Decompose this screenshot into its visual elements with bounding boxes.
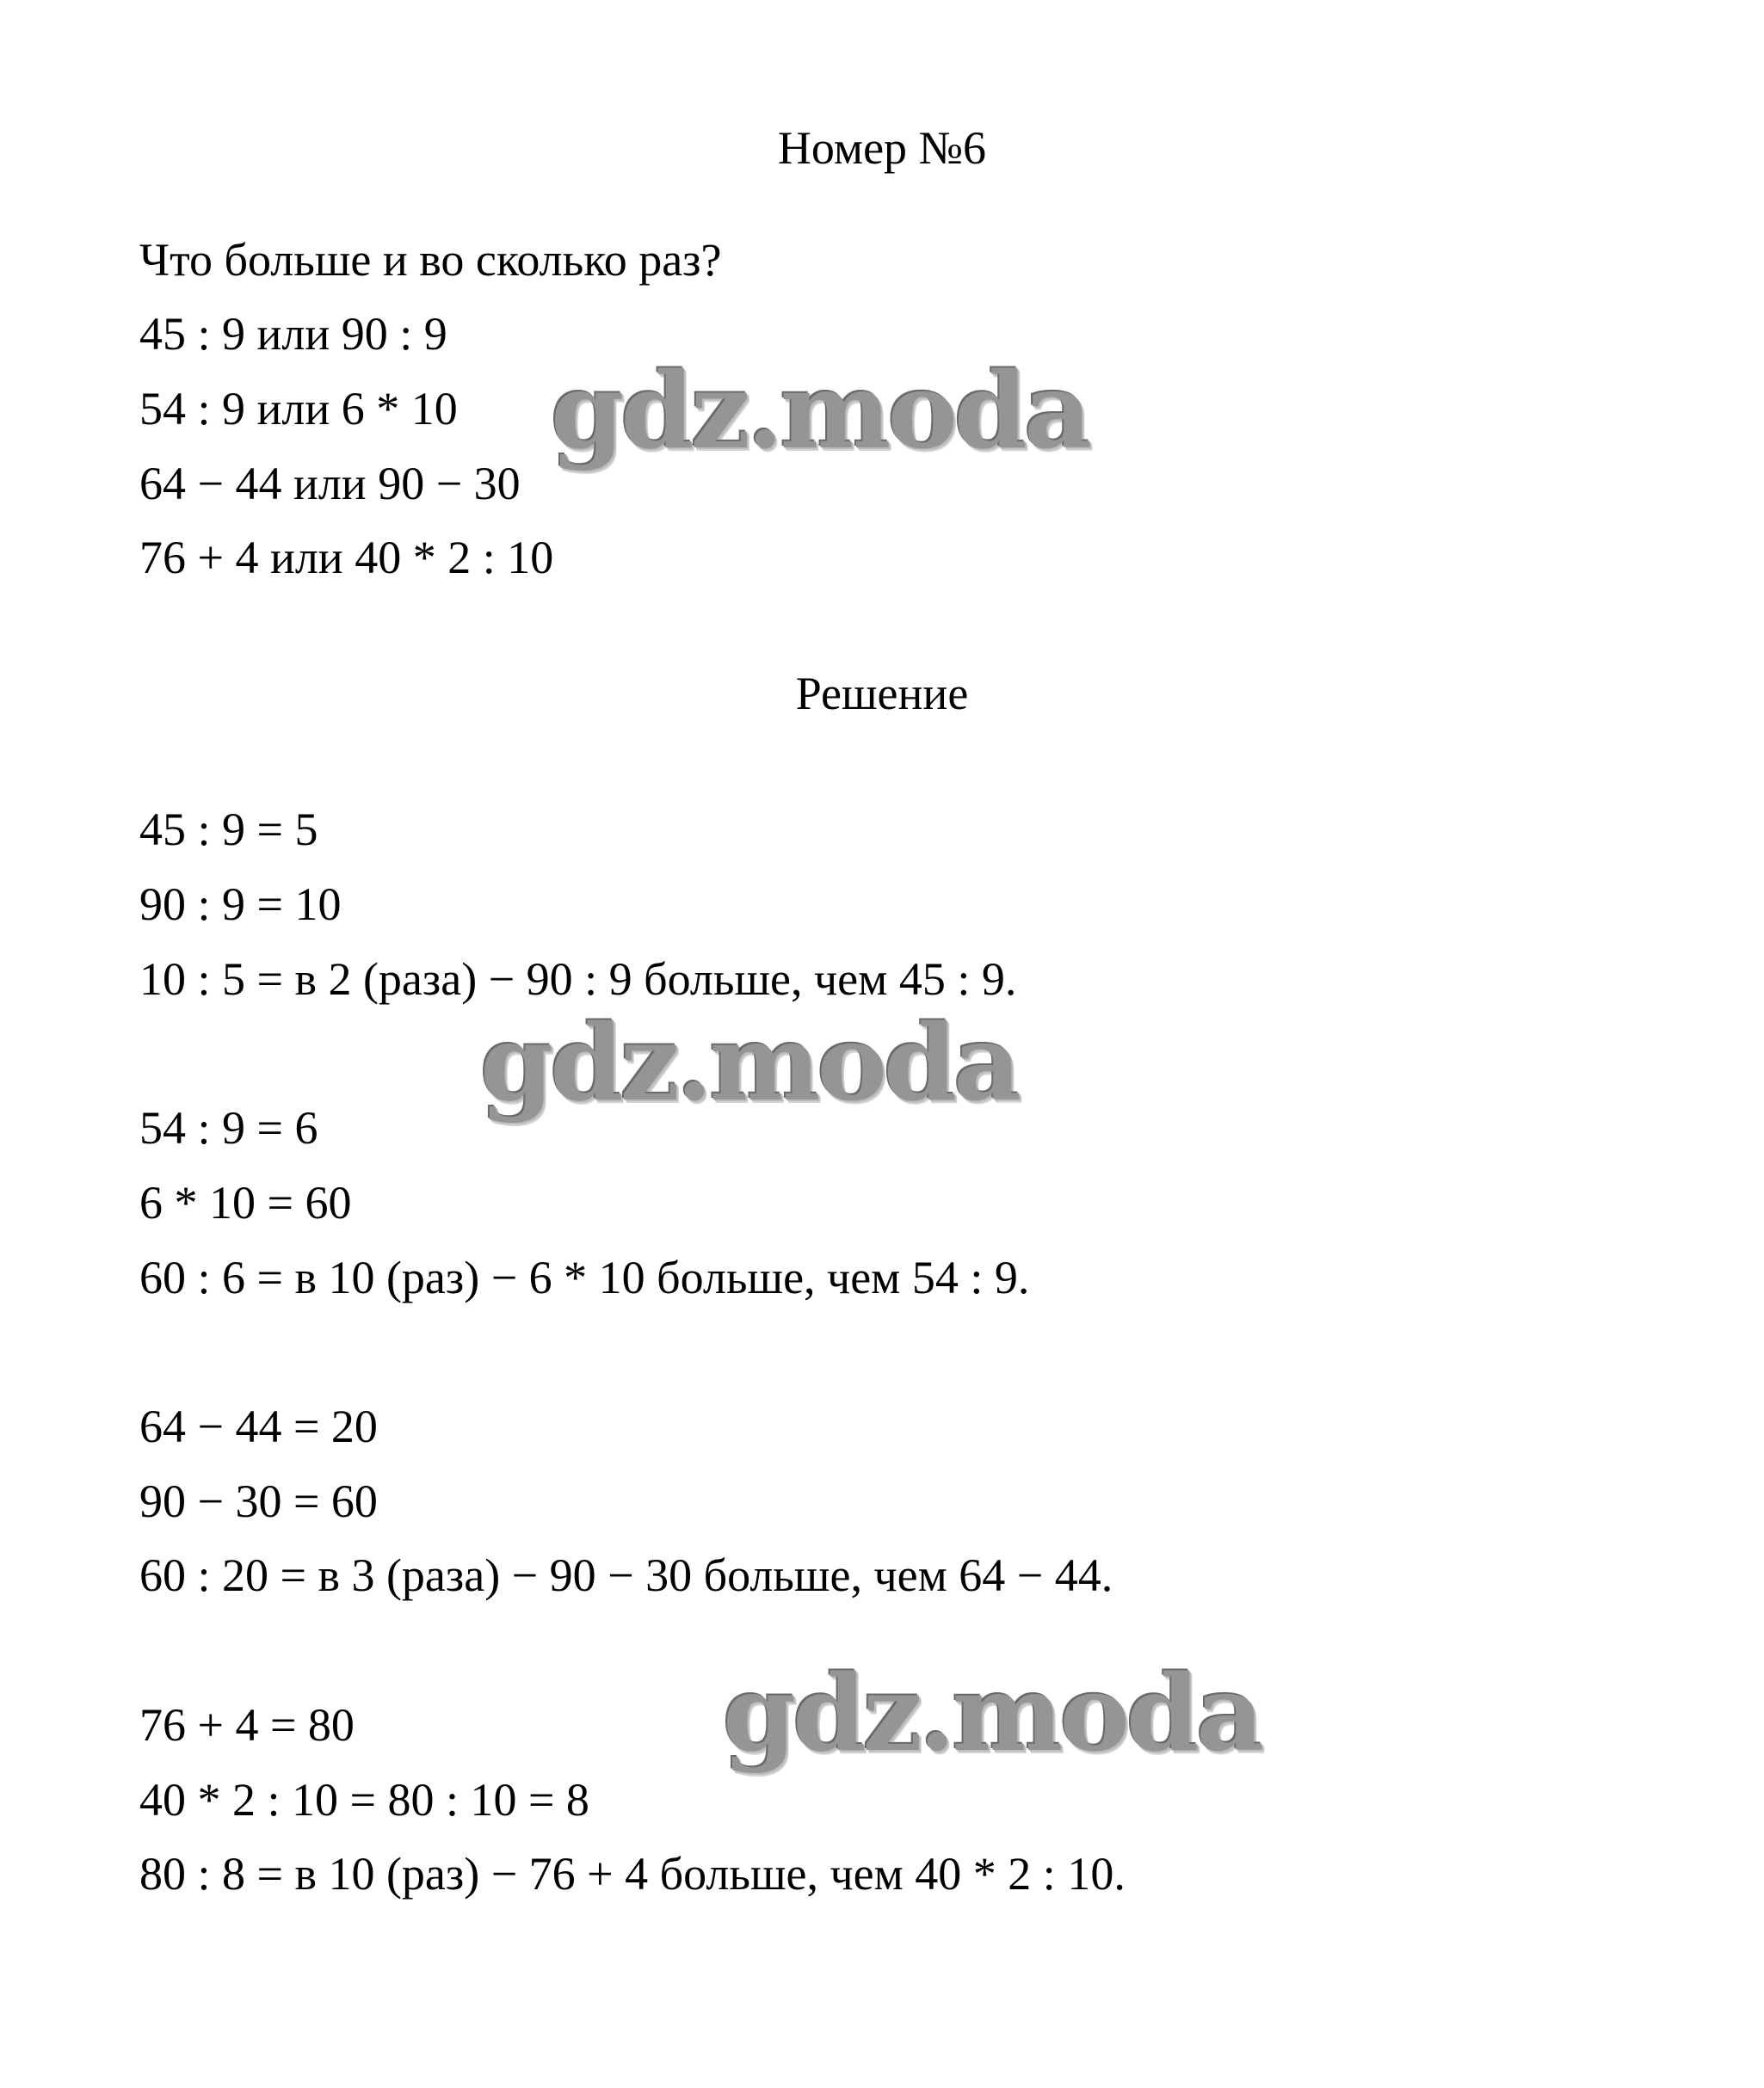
watermark-logo: gdz.moda [551,348,1089,472]
solution-title: Решение [795,668,969,719]
solution-line-3-1: 64 − 44 = 20 [139,1401,378,1452]
solution-line-2-2: 6 * 10 = 60 [139,1177,352,1229]
watermark-logo: gdz.moda [723,1651,1261,1775]
question-text: Что больше и во сколько раз? [139,234,722,286]
solution-line-1-3: 10 : 5 = в 2 (раза) − 90 : 9 больше, чем 45 : 9. [139,953,1017,1005]
solution-line-1-1: 45 : 9 = 5 [139,804,318,855]
solution-line-2-3: 60 : 6 = в 10 (раз) − 6 * 10 больше, чем 54 : 9. [139,1252,1030,1303]
solution-line-3-2: 90 − 30 = 60 [139,1475,378,1527]
solution-line-3-3: 60 : 20 = в 3 (раза) − 90 − 30 больше, чем 64 − 44. [139,1549,1113,1601]
watermark-logo: gdz.moda [480,1001,1019,1124]
solution-line-4-1: 76 + 4 = 80 [139,1699,355,1751]
task-line-4: 76 + 4 или 40 * 2 : 10 [139,532,554,583]
solution-line-4-2: 40 * 2 : 10 = 80 : 10 = 8 [139,1774,589,1826]
task-line-3: 64 − 44 или 90 − 30 [139,458,521,509]
page-title: Номер №6 [777,122,987,174]
solution-line-1-2: 90 : 9 = 10 [139,878,342,930]
task-line-1: 45 : 9 или 90 : 9 [139,308,447,360]
solution-line-4-3: 80 : 8 = в 10 (раз) − 76 + 4 больше, чем 40 * 2 : 10. [139,1848,1126,1900]
solution-line-2-1: 54 : 9 = 6 [139,1102,318,1154]
task-line-2: 54 : 9 или 6 * 10 [139,383,458,434]
